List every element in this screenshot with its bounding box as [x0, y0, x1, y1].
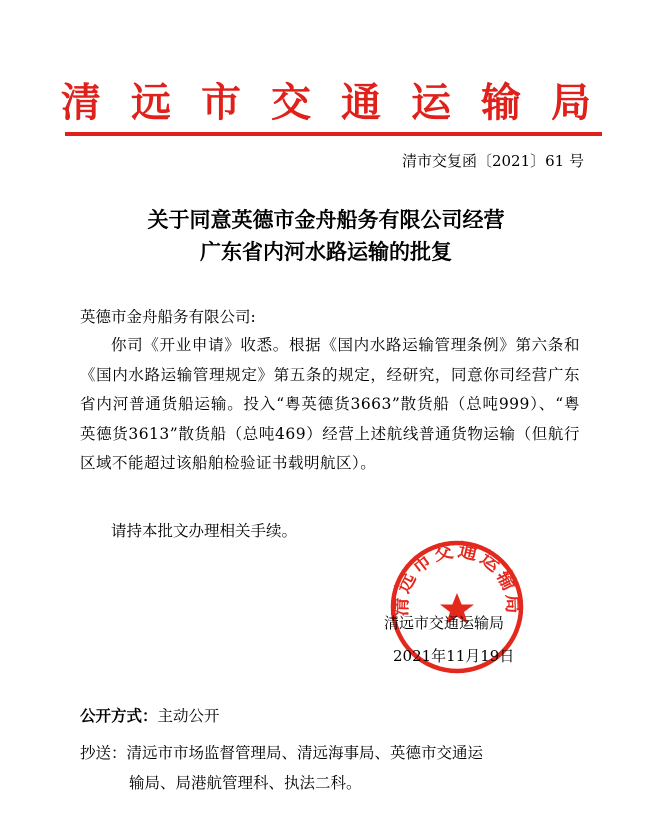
- document-number: 清市交复函〔2021〕61 号: [401, 152, 584, 170]
- issuing-authority-title: 清远市交通运输局: [61, 80, 621, 126]
- signature-organization: 清远市交通运输局: [384, 614, 505, 632]
- body-text: [80, 331, 580, 479]
- header-red-rule: [65, 132, 602, 136]
- addressee: 英德市金舟船务有限公司:: [80, 308, 256, 326]
- body-paragraph-2: 请持本批文办理相关手续。: [111, 522, 298, 540]
- cc-block: [80, 738, 570, 798]
- disclosure-line: [80, 704, 220, 728]
- cc-line-1: [80, 738, 570, 768]
- signature-date: 2021年11月19日: [393, 647, 515, 665]
- document-title-line-2: 广东省内河水路运输的批复: [200, 239, 452, 264]
- disclosure-value: 主动公开: [157, 707, 220, 725]
- document-title-line-1: 关于同意英德市金舟船务有限公司经营: [147, 207, 505, 232]
- body-paragraph-1: 你司《开业申请》收悉。根据《国内水路运输管理条例》第六条和《国内水路运输管理规定》第五条的规定，经研究，同意你司经营广东省内河普通货船运输。投入“粤英德货3663”散货船（总吨999）、“粤英德货3613”散货船（总吨469）经营上述航线普通货物运输（但航行区域不能超过该船舶检验证书载明航区）。: [80, 336, 580, 472]
- cc-label: 抄送：: [80, 744, 127, 762]
- disclosure-label: 公开方式：: [80, 707, 158, 725]
- cc-line-2: 输局、局港航管理科、执法二科。: [129, 774, 362, 792]
- seal-arc-text: 清远市交通运输局: [389, 539, 525, 617]
- cc-recipients-1: 清远市市场监督管理局、清远海事局、英德市交通运: [126, 744, 484, 762]
